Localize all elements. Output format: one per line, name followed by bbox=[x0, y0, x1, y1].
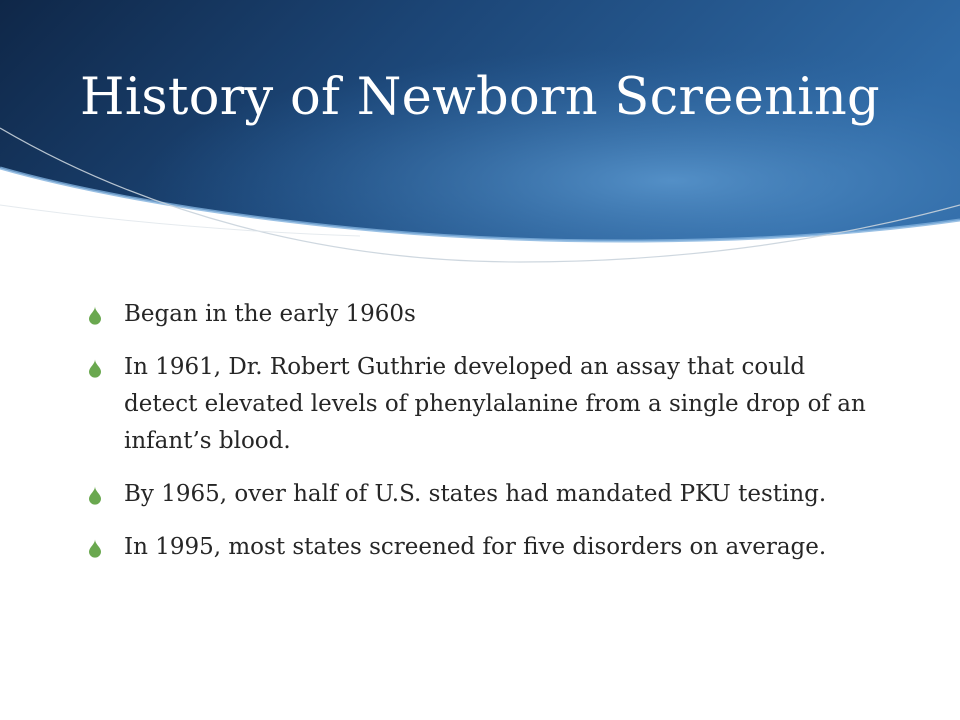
teardrop-bullet-icon bbox=[88, 539, 102, 558]
slide-title: History of Newborn Screening bbox=[80, 68, 880, 127]
bullet-list bbox=[88, 296, 878, 582]
bullet-item bbox=[88, 296, 878, 333]
bullet-item bbox=[88, 476, 878, 513]
bullet-text: In 1995, most states screened for five disorders on average. bbox=[124, 534, 827, 560]
teardrop-bullet-icon bbox=[88, 359, 102, 378]
bullet-text: In 1961, Dr. Robert Guthrie developed an assay that could detect elevated levels of phenylalanine from a single drop of an infant’s blood. bbox=[124, 354, 866, 454]
bullet-text: Began in the early 1960s bbox=[124, 301, 416, 327]
teardrop-bullet-icon bbox=[88, 306, 102, 325]
teardrop-bullet-icon bbox=[88, 486, 102, 505]
bullet-item bbox=[88, 529, 878, 566]
bullet-item bbox=[88, 349, 878, 460]
bullet-text: By 1965, over half of U.S. states had mandated PKU testing. bbox=[124, 481, 827, 507]
header-wave-background bbox=[0, 0, 960, 300]
